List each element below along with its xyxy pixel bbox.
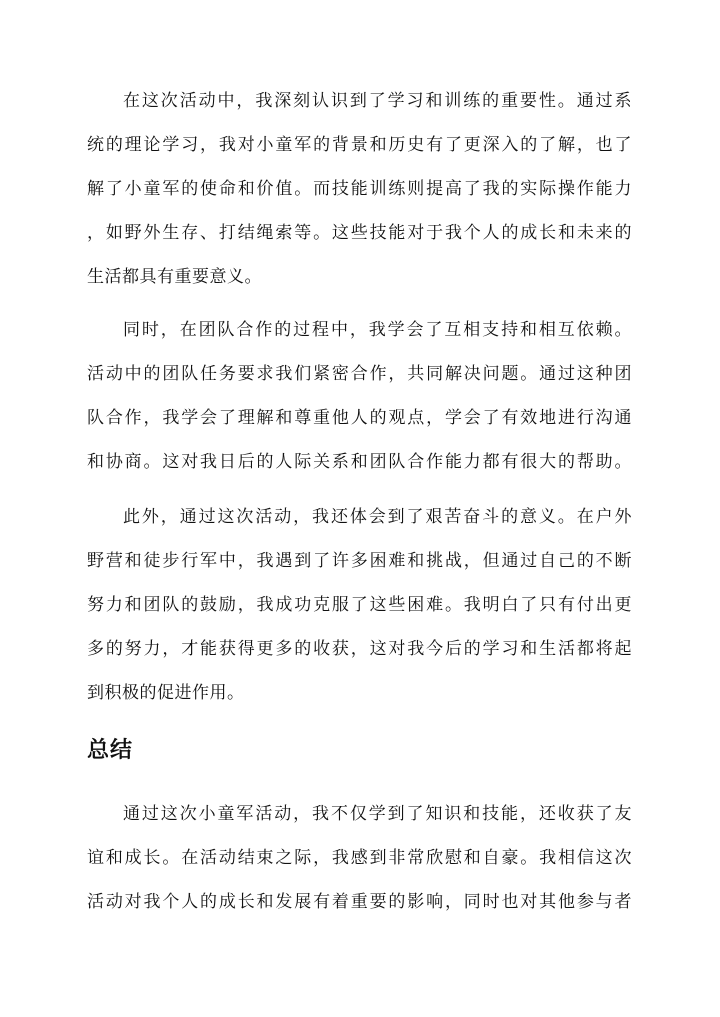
- text-line: 队合作，我学会了理解和尊重他人的观点，学会了有效地进行沟通: [87, 408, 632, 428]
- section-heading-summary: 总结: [87, 738, 134, 763]
- text-line: 谊和成长。在活动结束之际，我感到非常欣慰和自豪。我相信这次: [87, 848, 632, 868]
- text-line: 在这次活动中，我深刻认识到了学习和训练的重要性。通过系: [123, 91, 632, 111]
- text-line: 活动中的团队任务要求我们紧密合作，共同解决问题。通过这种团: [87, 364, 632, 384]
- text-line: 野营和徒步行军中，我遇到了许多困难和挑战，但通过自己的不断: [87, 551, 632, 571]
- text-line: 解了小童军的使命和价值。而技能训练则提高了我的实际操作能力: [87, 179, 632, 199]
- text-line: 生活都具有重要意义。: [87, 267, 262, 287]
- text-line: 多的努力，才能获得更多的收获，这对我今后的学习和生活都将起: [87, 639, 632, 659]
- text-line: 同时，在团队合作的过程中，我学会了互相支持和相互依赖。: [123, 320, 632, 340]
- text-line: 统的理论学习，我对小童军的背景和历史有了更深入的了解，也了: [87, 135, 632, 155]
- text-line: 此外，通过这次活动，我还体会到了艰苦奋斗的意义。在户外: [123, 507, 632, 527]
- text-line: 到积极的促进作用。: [87, 683, 245, 703]
- text-line: 通过这次小童军活动，我不仅学到了知识和技能，还收获了友: [123, 804, 632, 824]
- text-line: 努力和团队的鼓励，我成功克服了这些困难。我明白了只有付出更: [87, 595, 632, 615]
- text-line: 活动对我个人的成长和发展有着重要的影响，同时也对其他参与者: [87, 892, 632, 912]
- text-line: ，如野外生存、打结绳索等。这些技能对于我个人的成长和未来的: [87, 223, 632, 243]
- text-line: 和协商。这对我日后的人际关系和团队合作能力都有很大的帮助。: [87, 452, 632, 472]
